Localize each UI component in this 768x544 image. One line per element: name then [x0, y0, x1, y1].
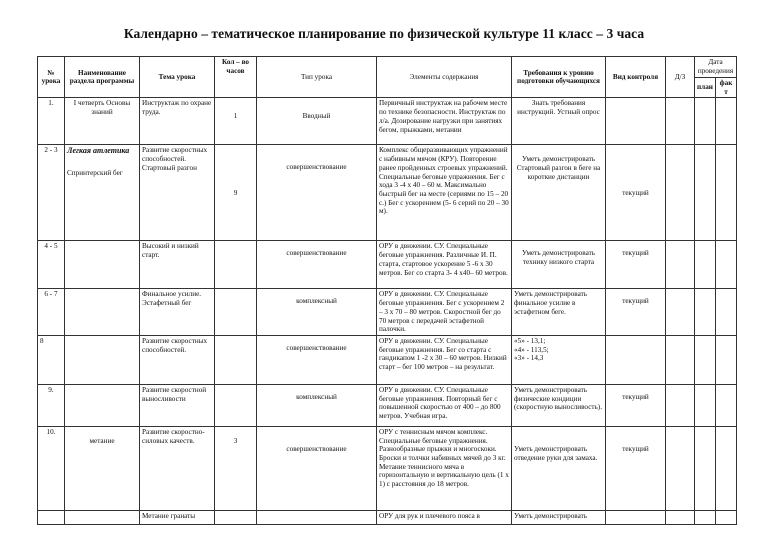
table-row — [38, 145, 737, 241]
homework-cell — [666, 98, 695, 145]
hours-cell — [215, 289, 257, 336]
header-content-elements: Элементы содержания — [377, 57, 512, 98]
content-elements-cell: ОРУ в движении. СУ. Специальные беговые упражнения. Бег с ускорением 2 – 3 х 70 – 80 метров. Скоростной бег до 70 метров с передачей эстафетной палочки. — [377, 289, 512, 336]
requirements-cell: Уметь демонстрировать финальное усилие в эстафетном беге. — [512, 289, 606, 336]
topic-cell: Финальное усилие. Эстафетный бег — [140, 289, 215, 336]
requirements-cell: Уметь демонстрировать — [512, 510, 606, 524]
header-date-fact: факт — [716, 78, 737, 98]
header-hours: Кол – во часов — [215, 57, 257, 98]
topic-cell: Метание гранаты — [140, 510, 215, 524]
header-section: Наименование раздела программы — [65, 57, 140, 98]
header-requirements: Требования к уровню подготовки обучающихся — [512, 57, 606, 98]
hours-cell — [215, 241, 257, 289]
table-row — [38, 98, 737, 145]
planning-table — [37, 56, 737, 525]
hours-cell: 9 — [215, 145, 257, 241]
table-row — [38, 289, 737, 336]
control-type-cell — [606, 335, 666, 384]
requirements-cell: Уметь демонстрировать физические кондиции (скоростную выносливость). — [512, 384, 606, 426]
control-type-cell: текущий — [606, 426, 666, 510]
date-fact-cell — [716, 426, 737, 510]
date-plan-cell — [695, 145, 716, 241]
date-plan-cell — [695, 98, 716, 145]
lesson-type-cell: совершенствование — [257, 241, 377, 289]
topic-cell: Развитие скоростных способностей. — [140, 335, 215, 384]
section-cell — [65, 241, 140, 289]
date-fact-cell — [716, 98, 737, 145]
requirements-cell: Уметь демонстрировать отведение руки для замаха. — [512, 426, 606, 510]
hours-cell — [215, 384, 257, 426]
requirements-cell: Знать требования инструкций. Устный опрос — [512, 98, 606, 145]
homework-cell — [666, 289, 695, 336]
homework-cell — [666, 426, 695, 510]
hours-cell: 1 — [215, 98, 257, 145]
topic-cell: Высокий и низкий старт. — [140, 241, 215, 289]
requirements-cell — [512, 335, 606, 384]
date-fact-cell — [716, 384, 737, 426]
content-elements-cell: ОРУ в движении. СУ. Специальные беговые упражнения. Повторный бег с повышенной скоростью от 400 – до 800 метров. Учебная игра. — [377, 384, 512, 426]
content-elements-cell: ОРУ в движении. СУ. Специальные беговые упражнения. Бег со старта с гандикапом 1 -2 х 30 – 60 метров. Низкий старт – бег 100 метров – на результат. — [377, 335, 512, 384]
content-elements-cell: ОРУ с теннисным мячом комплекс. Специальные беговые упражнения. Разнообразные прыжки и многоскоки. Броски и толчки набивных мячей до 3 кг. Метание теннисного мяча в горизонтальную и вертикальную цель (1 х 1) с расстояния до 18 метров. — [377, 426, 512, 510]
grade-norm-5: «5» - 13,1; — [514, 336, 546, 345]
topic-cell: Развитие скоростной выносливости — [140, 384, 215, 426]
lesson-type-cell: совершенствование — [257, 426, 377, 510]
table-row — [38, 426, 737, 510]
spacer — [67, 155, 137, 169]
requirements-cell: Уметь демонстрировать Стартовый разгон в беге на короткие дистанции — [512, 145, 606, 241]
content-elements-cell: ОРУ в движении. СУ. Специальные беговые упражнения. Различные И. П. старта, стартовое ускорение 5 -6 х 30 метров. Бег со старта 3- 4 х40– 60 метров. — [377, 241, 512, 289]
homework-cell — [666, 145, 695, 241]
content-elements-cell: Комплекс общеразвивающих упражнений с набивным мячом (КРУ). Повторение ранее пройденных строевых упражнений. Специальные беговые упражнения. Бег с хода 3 -4 х 40 – 60 м. Максимально быстрый бег на месте (сериями по 15 – 20 с.) Бег с ускорением (5- 6 серий по 20 – 30 м). — [377, 145, 512, 241]
section-cell — [65, 289, 140, 336]
control-type-cell: текущий — [606, 241, 666, 289]
section-title: Легкая атлетика — [67, 146, 130, 156]
lesson-number: 4 - 5 — [38, 241, 65, 289]
section-cell — [65, 510, 140, 524]
lesson-number: 8 — [38, 335, 65, 384]
lesson-number: 6 - 7 — [38, 289, 65, 336]
date-fact-cell — [716, 335, 737, 384]
date-plan-cell — [695, 241, 716, 289]
table-row — [38, 241, 737, 289]
table-row — [38, 510, 737, 524]
header-lesson-number: № урока — [38, 57, 65, 98]
date-plan-cell — [695, 426, 716, 510]
date-fact-cell — [716, 241, 737, 289]
control-type-cell — [606, 510, 666, 524]
date-plan-cell — [695, 335, 716, 384]
section-cell: I четверть Основы знаний — [65, 98, 140, 145]
requirements-cell: Уметь демонстрировать технику низкого старта — [512, 241, 606, 289]
lesson-type-cell: совершенствование — [257, 335, 377, 384]
header-homework: Д/З — [666, 57, 695, 98]
topic-cell: Инструктаж по охране труда. — [140, 98, 215, 145]
homework-cell — [666, 335, 695, 384]
content-elements-cell: ОРУ для рук и плечевого пояса в — [377, 510, 512, 524]
control-type-cell — [606, 98, 666, 145]
homework-cell — [666, 510, 695, 524]
section-cell — [65, 335, 140, 384]
control-type-cell: текущий — [606, 384, 666, 426]
grade-norm-4: «4» - 113,5; — [514, 345, 549, 354]
control-type-cell: текущий — [606, 289, 666, 336]
header-lesson-type: Тип урока — [257, 57, 377, 98]
date-fact-cell — [716, 289, 737, 336]
lesson-type-cell — [257, 510, 377, 524]
homework-cell — [666, 384, 695, 426]
table-row — [38, 384, 737, 426]
section-cell — [65, 145, 140, 241]
homework-cell — [666, 241, 695, 289]
header-date-plan: план — [695, 78, 716, 98]
lesson-number: 1. — [38, 98, 65, 145]
control-type-cell: текущий — [606, 145, 666, 241]
header-control-type: Вид контроля — [606, 57, 666, 98]
lesson-number: 2 - 3 — [38, 145, 65, 241]
page-title: Календарно – тематическое планирование по физической культуре 11 класс – 3 часа — [123, 26, 645, 41]
hours-cell — [215, 335, 257, 384]
lesson-type-cell: комплексный — [257, 289, 377, 336]
date-fact-cell — [716, 510, 737, 524]
hours-cell — [215, 510, 257, 524]
grade-norm-3: «3» - 14,3 — [514, 354, 544, 363]
date-plan-cell — [695, 384, 716, 426]
date-plan-cell — [695, 289, 716, 336]
date-fact-cell — [716, 145, 737, 241]
lesson-type-cell: комплексный — [257, 384, 377, 426]
lesson-number: 9. — [38, 384, 65, 426]
lesson-number — [38, 510, 65, 524]
section-cell — [65, 384, 140, 426]
table-row — [38, 335, 737, 384]
topic-cell: Развитие скоростных способностей. Стартовый разгон — [140, 145, 215, 241]
topic-cell: Развитие скоростно- силовых качеств. — [140, 426, 215, 510]
section-cell: метание — [65, 426, 140, 510]
lesson-number: 10. — [38, 426, 65, 510]
section-subtitle: Спринтерский бег — [67, 169, 123, 178]
lesson-type-cell: Вводный — [257, 98, 377, 145]
date-plan-cell — [695, 510, 716, 524]
lesson-type-cell: совершенствование — [257, 145, 377, 241]
hours-cell: 3 — [215, 426, 257, 510]
header-date: Дата проведения — [695, 57, 737, 78]
content-elements-cell: Первичный инструктаж на рабочем месте по технике безопасности. Инструктаж по л/а. Дозирование нагрузки при занятиях бегом, прыжками, метании — [377, 98, 512, 145]
header-topic: Тема урока — [140, 57, 215, 98]
